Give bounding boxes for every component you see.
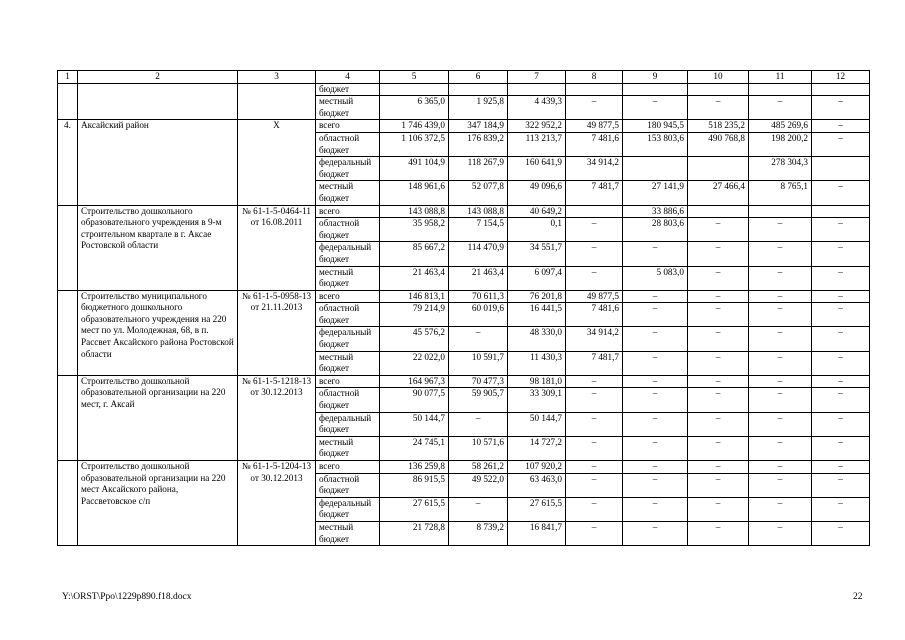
value-cell: –: [566, 218, 623, 242]
value-cell: 1 746 439,0: [380, 120, 449, 133]
value-cell: –: [749, 242, 812, 266]
value-cell: 0,1: [508, 218, 566, 242]
value-cell: [812, 83, 870, 96]
value-cell: –: [566, 242, 623, 266]
value-cell: [688, 205, 749, 218]
row-number: [58, 290, 78, 375]
value-cell: –: [566, 473, 623, 497]
value-cell: –: [749, 412, 812, 436]
value-cell: 52 077,8: [449, 181, 508, 205]
value-cell: –: [812, 327, 870, 351]
column-header: 12: [812, 71, 870, 84]
value-cell: –: [623, 351, 688, 375]
funding-source: местный бюджет: [316, 521, 380, 545]
value-cell: 1 925,8: [449, 96, 508, 120]
value-cell: 143 088,8: [380, 205, 449, 218]
header-row: [58, 71, 870, 84]
value-cell: 153 803,6: [623, 132, 688, 156]
value-cell: [688, 157, 749, 181]
value-cell: 49 522,0: [449, 473, 508, 497]
column-header: 1: [58, 71, 78, 84]
value-cell: 16 441,5: [508, 303, 566, 327]
row-number: 4.: [58, 120, 78, 205]
value-cell: –: [566, 412, 623, 436]
funding-source: федеральный бюджет: [316, 242, 380, 266]
value-cell: 49 877,5: [566, 120, 623, 133]
value-cell: –: [623, 375, 688, 388]
value-cell: 21 463,4: [449, 266, 508, 290]
value-cell: 59 905,7: [449, 388, 508, 412]
value-cell: –: [623, 327, 688, 351]
value-cell: –: [812, 303, 870, 327]
value-cell: –: [812, 461, 870, 474]
object-name: Строительство дошкольного образовательного учреждения в 9-м строительном квартале в г. Аксае Ростовской области: [78, 205, 238, 290]
value-cell: –: [749, 266, 812, 290]
value-cell: –: [688, 303, 749, 327]
value-cell: 7 481,6: [566, 303, 623, 327]
value-cell: 27 615,5: [508, 497, 566, 521]
value-cell: 518 235,2: [688, 120, 749, 133]
expertise-doc: X: [238, 120, 316, 205]
value-cell: 491 104,9: [380, 157, 449, 181]
row-number: [58, 461, 78, 546]
value-cell: –: [623, 473, 688, 497]
value-cell: 136 259,8: [380, 461, 449, 474]
table-row: [58, 205, 870, 218]
value-cell: 347 184,9: [449, 120, 508, 133]
funding-source: местный бюджет: [316, 436, 380, 460]
value-cell: [566, 83, 623, 96]
funding-source: всего: [316, 375, 380, 388]
value-cell: –: [688, 327, 749, 351]
value-cell: –: [688, 436, 749, 460]
value-cell: 7 154,5: [449, 218, 508, 242]
value-cell: –: [449, 412, 508, 436]
value-cell: –: [688, 266, 749, 290]
value-cell: –: [566, 436, 623, 460]
value-cell: –: [566, 388, 623, 412]
value-cell: –: [688, 388, 749, 412]
value-cell: –: [749, 327, 812, 351]
table-row: [58, 461, 870, 474]
value-cell: [623, 157, 688, 181]
funding-source: местный бюджет: [316, 351, 380, 375]
value-cell: –: [812, 266, 870, 290]
column-header: 3: [238, 71, 316, 84]
value-cell: 48 330,0: [508, 327, 566, 351]
value-cell: 24 745,1: [380, 436, 449, 460]
file-path: Y:\ORST\Ppo\1229p890.f18.docx: [62, 592, 192, 602]
value-cell: –: [749, 521, 812, 545]
funding-source: областной бюджет: [316, 473, 380, 497]
value-cell: –: [688, 461, 749, 474]
value-cell: –: [566, 266, 623, 290]
value-cell: 114 470,9: [449, 242, 508, 266]
value-cell: 34 914,2: [566, 327, 623, 351]
value-cell: 160 641,9: [508, 157, 566, 181]
expertise-doc: № 61-1-5-0464-11 от 16.08.2011: [238, 205, 316, 290]
expertise-doc: № 61-1-5-1204-13 от 30.12.2013: [238, 461, 316, 546]
value-cell: –: [812, 132, 870, 156]
value-cell: 70 611,3: [449, 290, 508, 303]
value-cell: –: [623, 96, 688, 120]
funding-source: всего: [316, 120, 380, 133]
value-cell: 198 200,2: [749, 132, 812, 156]
value-cell: 4 439,3: [508, 96, 566, 120]
funding-source: местный бюджет: [316, 266, 380, 290]
value-cell: –: [449, 327, 508, 351]
value-cell: [749, 83, 812, 96]
value-cell: 85 667,2: [380, 242, 449, 266]
column-header: 7: [508, 71, 566, 84]
value-cell: 33 886,6: [623, 205, 688, 218]
column-header: 9: [623, 71, 688, 84]
value-cell: –: [688, 96, 749, 120]
row-number: [58, 375, 78, 460]
value-cell: 50 144,7: [380, 412, 449, 436]
funding-source: всего: [316, 205, 380, 218]
value-cell: 28 803,6: [623, 218, 688, 242]
funding-source: всего: [316, 461, 380, 474]
value-cell: –: [812, 120, 870, 133]
value-cell: 49 877,5: [566, 290, 623, 303]
value-cell: 7 481,7: [566, 181, 623, 205]
object-name: Строительство дошкольной образовательной организации на 220 мест, г. Аксай: [78, 375, 238, 460]
value-cell: [380, 83, 449, 96]
value-cell: [566, 205, 623, 218]
value-cell: 322 952,2: [508, 120, 566, 133]
value-cell: 10 571,6: [449, 436, 508, 460]
value-cell: 490 768,8: [688, 132, 749, 156]
column-header: 8: [566, 71, 623, 84]
value-cell: 180 945,5: [623, 120, 688, 133]
value-cell: 27 466,4: [688, 181, 749, 205]
budget-table: [57, 70, 870, 546]
value-cell: –: [749, 388, 812, 412]
value-cell: –: [566, 497, 623, 521]
value-cell: 7 481,7: [566, 351, 623, 375]
value-cell: –: [749, 351, 812, 375]
value-cell: 63 463,0: [508, 473, 566, 497]
value-cell: –: [623, 521, 688, 545]
value-cell: 58 261,2: [449, 461, 508, 474]
object-name: [78, 83, 238, 120]
column-header: 5: [380, 71, 449, 84]
column-header: 2: [78, 71, 238, 84]
value-cell: –: [749, 96, 812, 120]
value-cell: –: [688, 412, 749, 436]
object-name: Строительство муниципального бюджетного дошкольного образовательного учреждения на 220 мест по ул. Молодежная, 68, в п. Рассвет Аксайского района Ростовской области: [78, 290, 238, 375]
value-cell: –: [812, 218, 870, 242]
value-cell: 107 920,2: [508, 461, 566, 474]
value-cell: [623, 83, 688, 96]
value-cell: 34 551,7: [508, 242, 566, 266]
value-cell: 118 267,9: [449, 157, 508, 181]
value-cell: 148 961,6: [380, 181, 449, 205]
value-cell: 16 841,7: [508, 521, 566, 545]
value-cell: 485 269,6: [749, 120, 812, 133]
value-cell: –: [812, 412, 870, 436]
value-cell: 6 365,0: [380, 96, 449, 120]
value-cell: –: [566, 521, 623, 545]
value-cell: –: [812, 388, 870, 412]
value-cell: 40 649,2: [508, 205, 566, 218]
funding-source: областной бюджет: [316, 388, 380, 412]
row-number: [58, 83, 78, 120]
value-cell: 27 141,9: [623, 181, 688, 205]
table-row: [58, 375, 870, 388]
value-cell: 11 430,3: [508, 351, 566, 375]
value-cell: 70 477,3: [449, 375, 508, 388]
value-cell: 8 739,2: [449, 521, 508, 545]
value-cell: –: [812, 497, 870, 521]
value-cell: 5 083,0: [623, 266, 688, 290]
table-row: [58, 120, 870, 133]
funding-source: местный бюджет: [316, 181, 380, 205]
value-cell: 49 096,6: [508, 181, 566, 205]
value-cell: [688, 83, 749, 96]
value-cell: –: [623, 242, 688, 266]
funding-source: федеральный бюджет: [316, 157, 380, 181]
value-cell: 35 958,2: [380, 218, 449, 242]
value-cell: –: [812, 375, 870, 388]
funding-source: областной бюджет: [316, 218, 380, 242]
table-row: [58, 290, 870, 303]
value-cell: –: [566, 375, 623, 388]
page-number: 22: [853, 592, 863, 602]
value-cell: 8 765,1: [749, 181, 812, 205]
value-cell: –: [623, 388, 688, 412]
value-cell: –: [812, 521, 870, 545]
value-cell: –: [749, 218, 812, 242]
funding-source: федеральный бюджет: [316, 497, 380, 521]
value-cell: [812, 205, 870, 218]
value-cell: [449, 83, 508, 96]
value-cell: –: [749, 497, 812, 521]
value-cell: –: [688, 242, 749, 266]
row-number: [58, 205, 78, 290]
expertise-doc: № 61-1-5-0958-13 от 21.11.2013: [238, 290, 316, 375]
column-header: 11: [749, 71, 812, 84]
value-cell: 76 201,8: [508, 290, 566, 303]
value-cell: –: [449, 497, 508, 521]
value-cell: –: [688, 521, 749, 545]
table-row: [58, 83, 870, 96]
value-cell: –: [688, 218, 749, 242]
value-cell: –: [688, 473, 749, 497]
value-cell: 146 813,1: [380, 290, 449, 303]
funding-source: федеральный бюджет: [316, 327, 380, 351]
value-cell: 21 728,8: [380, 521, 449, 545]
value-cell: –: [688, 375, 749, 388]
value-cell: [812, 157, 870, 181]
value-cell: –: [812, 242, 870, 266]
value-cell: 176 839,2: [449, 132, 508, 156]
funding-source: федеральный бюджет: [316, 412, 380, 436]
value-cell: 22 022,0: [380, 351, 449, 375]
value-cell: –: [812, 181, 870, 205]
funding-source: бюджет: [316, 83, 380, 96]
value-cell: [508, 83, 566, 96]
expertise-doc: № 61-1-5-1218-13 от 30.12.2013: [238, 375, 316, 460]
value-cell: 21 463,4: [380, 266, 449, 290]
value-cell: 113 213,7: [508, 132, 566, 156]
expertise-doc: [238, 83, 316, 120]
value-cell: –: [812, 436, 870, 460]
value-cell: –: [566, 461, 623, 474]
value-cell: –: [623, 303, 688, 327]
value-cell: –: [812, 96, 870, 120]
value-cell: –: [566, 96, 623, 120]
value-cell: 143 088,8: [449, 205, 508, 218]
value-cell: –: [812, 290, 870, 303]
value-cell: –: [623, 290, 688, 303]
value-cell: 33 309,1: [508, 388, 566, 412]
value-cell: 1 106 372,5: [380, 132, 449, 156]
column-header: 10: [688, 71, 749, 84]
value-cell: –: [623, 436, 688, 460]
value-cell: –: [688, 290, 749, 303]
object-name: Строительство дошкольной образовательной организации на 220 мест Аксайского района, Рассветовское с/п: [78, 461, 238, 546]
value-cell: 50 144,7: [508, 412, 566, 436]
value-cell: 79 214,9: [380, 303, 449, 327]
funding-source: местный бюджет: [316, 96, 380, 120]
column-header: 6: [449, 71, 508, 84]
value-cell: 278 304,3: [749, 157, 812, 181]
value-cell: 45 576,2: [380, 327, 449, 351]
value-cell: 10 591,7: [449, 351, 508, 375]
value-cell: 34 914,2: [566, 157, 623, 181]
value-cell: –: [749, 473, 812, 497]
value-cell: 164 967,3: [380, 375, 449, 388]
value-cell: 86 915,5: [380, 473, 449, 497]
value-cell: 27 615,5: [380, 497, 449, 521]
value-cell: –: [812, 473, 870, 497]
value-cell: 98 181,0: [508, 375, 566, 388]
value-cell: 60 019,6: [449, 303, 508, 327]
funding-source: областной бюджет: [316, 303, 380, 327]
value-cell: –: [623, 497, 688, 521]
value-cell: –: [688, 497, 749, 521]
value-cell: 14 727,2: [508, 436, 566, 460]
value-cell: –: [749, 375, 812, 388]
funding-source: областной бюджет: [316, 132, 380, 156]
column-header: 4: [316, 71, 380, 84]
object-name: Аксайский район: [78, 120, 238, 205]
value-cell: –: [749, 436, 812, 460]
value-cell: –: [623, 461, 688, 474]
value-cell: 6 097,4: [508, 266, 566, 290]
value-cell: –: [688, 351, 749, 375]
value-cell: –: [623, 412, 688, 436]
value-cell: 7 481,6: [566, 132, 623, 156]
value-cell: [749, 205, 812, 218]
funding-source: всего: [316, 290, 380, 303]
value-cell: –: [749, 290, 812, 303]
value-cell: –: [749, 461, 812, 474]
value-cell: –: [812, 351, 870, 375]
value-cell: 90 077,5: [380, 388, 449, 412]
value-cell: –: [749, 303, 812, 327]
